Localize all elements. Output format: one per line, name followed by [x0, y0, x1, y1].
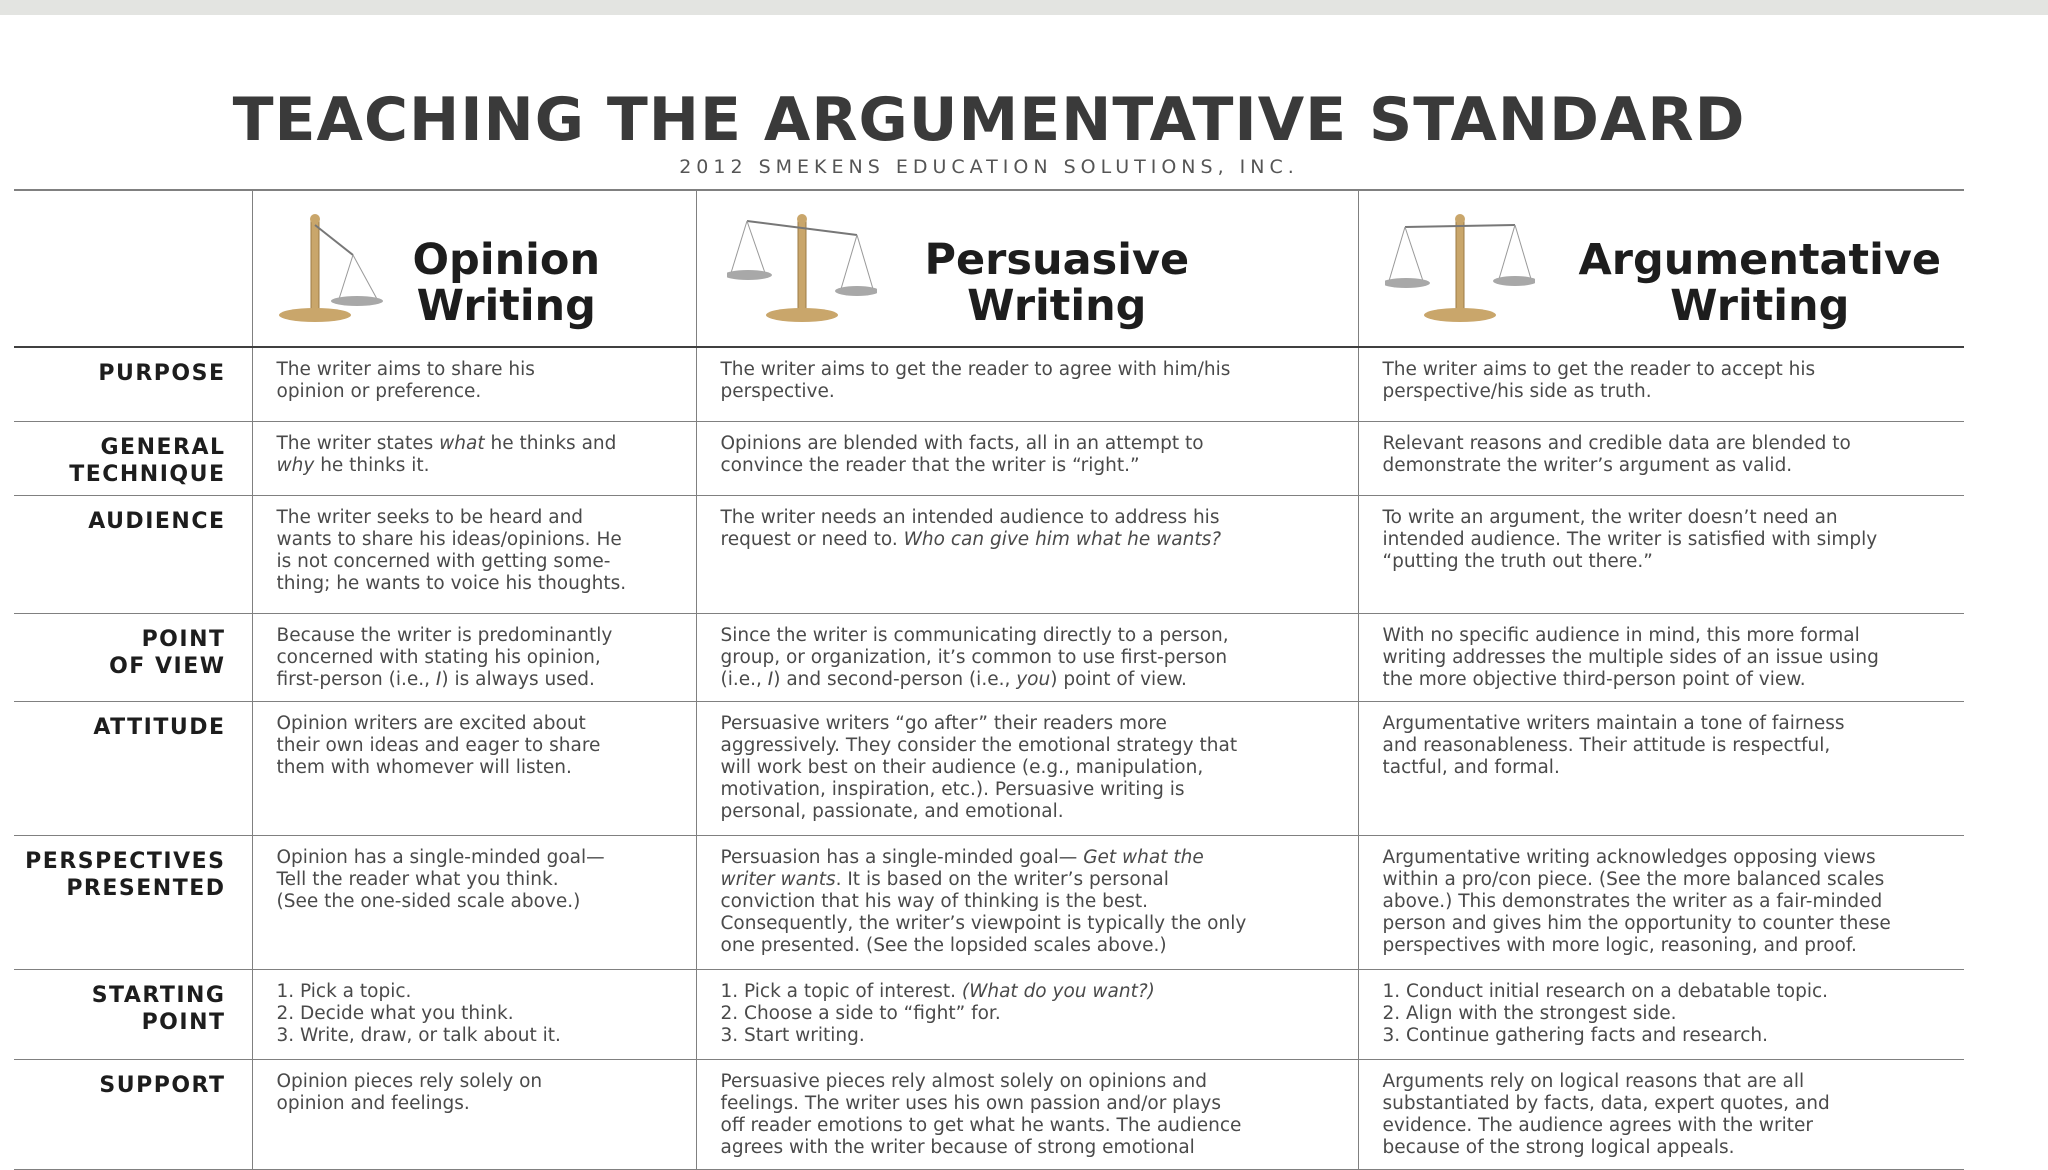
table-row — [14, 613, 1964, 701]
cell-line: opinion and feelings. — [276, 1092, 470, 1114]
cell-line: 1. Pick a topic. — [276, 980, 412, 1002]
row-label-line: GENERAL — [100, 434, 226, 460]
cell-line: tactful, and formal. — [1382, 756, 1560, 778]
row-label-line: OF VIEW — [109, 653, 226, 679]
cell-line: intended audience. The writer is satisfied with simply — [1382, 528, 1878, 550]
cell-line: Since the writer is communicating directly to a person, — [720, 624, 1229, 646]
cell-line: personal, passionate, and emotional. — [720, 800, 1064, 822]
cell-line: is not concerned with getting some- — [276, 550, 611, 572]
table-cell — [1358, 701, 1964, 835]
cell-line: Arguments rely on logical reasons that are all — [1382, 1070, 1805, 1092]
cell-line: evidence. The audience agrees with the writer — [1382, 1114, 1813, 1136]
cell-line: opinion or preference. — [276, 381, 482, 402]
table-cell — [252, 421, 696, 495]
row-label — [14, 835, 252, 969]
cell-line: convince the reader that the writer is “right.” — [720, 454, 1140, 476]
cell-line: Because the writer is predominantly — [276, 624, 613, 646]
cell-line: Consequently, the writer’s viewpoint is typically the only — [720, 912, 1247, 934]
row-label — [14, 421, 252, 495]
cell-line: them with whomever will listen. — [276, 756, 572, 778]
cell-line: demonstrate the writer’s argument as valid. — [1382, 454, 1793, 476]
row-label-line: POINT — [141, 1009, 226, 1035]
cell-line: above.) This demonstrates the writer as a fair-minded — [1382, 890, 1883, 912]
cell-line: motivation, inspiration, etc.). Persuasive writing is — [720, 778, 1185, 800]
cell-line: With no specific audience in mind, this more formal — [1382, 624, 1860, 646]
cell-line: their own ideas and eager to share — [276, 734, 601, 756]
column-title-line1: Argumentative — [1578, 235, 1942, 285]
comparison-table — [14, 189, 1964, 1170]
table-cell — [252, 347, 696, 421]
cell-line: group, or organization, it’s common to use first-person — [720, 646, 1228, 668]
cell-line: The writer aims to share his — [276, 359, 535, 380]
cell-line: writing addresses the multiple sides of an issue using — [1382, 646, 1879, 668]
cell-line: The writer aims to get the reader to accept his — [1382, 359, 1816, 380]
row-label — [14, 495, 252, 613]
cell-line: 1. Conduct initial research on a debatable topic. — [1382, 980, 1829, 1002]
row-label-line: STARTING — [91, 982, 226, 1008]
row-label — [14, 969, 252, 1059]
cell-line: Opinions are blended with facts, all in an attempt to — [720, 432, 1204, 454]
cell-line: off reader emotions to get what he wants. The audience — [720, 1114, 1242, 1136]
table-row — [14, 347, 1964, 421]
cell-line: Opinion pieces rely solely on — [276, 1070, 543, 1092]
table-row — [14, 701, 1964, 835]
table-cell — [696, 701, 1358, 835]
cell-line: because of the strong logical appeals. — [1382, 1136, 1735, 1158]
cell-line: To write an argument, the writer doesn’t need an — [1382, 506, 1838, 528]
balanced-scale-icon — [1385, 211, 1535, 326]
row-label-line: SUPPORT — [99, 1072, 226, 1098]
table-cell — [252, 969, 696, 1059]
lopsided-scale-icon — [727, 211, 877, 326]
cell-line: Opinion has a single-minded goal— — [276, 846, 605, 868]
column-header-argumentative — [1358, 190, 1964, 347]
cell-line: 2. Align with the strongest side. — [1382, 1002, 1677, 1024]
page-title: TEACHING THE ARGUMENTATIVE STANDARD — [232, 85, 1746, 155]
column-title-line2: Writing — [416, 281, 596, 331]
header-row — [14, 190, 1964, 347]
cell-line: aggressively. They consider the emotional strategy that — [720, 734, 1238, 756]
cell-line: 3. Start writing. — [720, 1024, 865, 1046]
cell-line: The writer aims to get the reader to agree with him/his — [720, 359, 1231, 380]
table-cell — [1358, 495, 1964, 613]
table-row — [14, 495, 1964, 613]
row-label-line: PRESENTED — [66, 875, 226, 901]
cell-line: request or need to. Who can give him what he wants? — [720, 528, 1222, 550]
table-cell — [252, 613, 696, 701]
cell-line: Opinion writers are excited about — [276, 712, 586, 734]
cell-line: thing; he wants to voice his thoughts. — [276, 572, 627, 594]
cell-line: 2. Decide what you think. — [276, 1002, 514, 1024]
cell-line: The writer states what he thinks and — [276, 432, 617, 454]
row-label-line: AUDIENCE — [88, 508, 226, 534]
cell-line: person and gives him the opportunity to counter these — [1382, 912, 1891, 934]
cell-line: (i.e., I) and second-person (i.e., you) point of view. — [720, 668, 1187, 690]
cell-line: wants to share his ideas/opinions. He — [276, 528, 622, 550]
row-label — [14, 347, 252, 421]
cell-line: The writer needs an intended audience to address his — [720, 506, 1220, 528]
cell-line: The writer seeks to be heard and — [276, 506, 584, 528]
table-cell — [252, 495, 696, 613]
cell-line: writer wants. It is based on the writer’s personal — [720, 868, 1169, 890]
cell-line: perspective. — [720, 381, 835, 402]
page-subtitle: 2012 SMEKENS EDUCATION SOLUTIONS, INC. — [679, 156, 1299, 178]
row-label — [14, 1059, 252, 1169]
cell-line: 3. Continue gathering facts and research. — [1382, 1024, 1769, 1046]
column-title-line1: Persuasive — [924, 235, 1190, 285]
column-title-line2: Writing — [1670, 281, 1850, 331]
cell-line: concerned with stating his opinion, — [276, 646, 601, 668]
table-cell — [1358, 969, 1964, 1059]
cell-line: Argumentative writing acknowledges opposing views — [1382, 846, 1876, 868]
cell-line: substantiated by facts, data, expert quotes, and — [1382, 1092, 1830, 1114]
top-bar — [0, 0, 2048, 15]
one-sided-scale-icon — [277, 211, 387, 326]
cell-line: Persuasion has a single-minded goal— Get what the — [720, 846, 1204, 868]
table-cell — [252, 1059, 696, 1169]
cell-line: perspective/his side as truth. — [1382, 381, 1652, 402]
header-corner — [14, 190, 252, 347]
cell-line: Persuasive pieces rely almost solely on opinions and — [720, 1070, 1207, 1092]
row-label-line: PURPOSE — [98, 361, 226, 386]
cell-line: perspectives with more logic, reasoning, and proof. — [1382, 934, 1857, 956]
row-label-line: PERSPECTIVES — [25, 848, 226, 874]
table-cell — [1358, 1059, 1964, 1169]
column-header-opinion — [252, 190, 696, 347]
table-cell — [696, 835, 1358, 969]
row-label — [14, 613, 252, 701]
row-label-line: TECHNIQUE — [69, 461, 226, 487]
cell-line: (See the one-sided scale above.) — [276, 890, 581, 912]
cell-line: first-person (i.e., I) is always used. — [276, 668, 595, 690]
cell-line: 1. Pick a topic of interest. (What do you want?) — [720, 980, 1155, 1002]
cell-line: within a pro/con piece. (See the more balanced scales — [1382, 868, 1885, 890]
cell-line: feelings. The writer uses his own passion and/or plays — [720, 1092, 1221, 1114]
column-title-line2: Writing — [967, 281, 1147, 331]
table-row — [14, 969, 1964, 1059]
table-cell — [1358, 835, 1964, 969]
table-cell — [696, 347, 1358, 421]
cell-line: will work best on their audience (e.g., manipulation, — [720, 756, 1204, 778]
cell-line: Persuasive writers “go after” their readers more — [720, 712, 1167, 734]
row-label — [14, 701, 252, 835]
table-cell — [696, 969, 1358, 1059]
table-row — [14, 421, 1964, 495]
table-cell — [252, 835, 696, 969]
cell-line: why he thinks it. — [276, 454, 430, 476]
table-cell — [696, 495, 1358, 613]
cell-line: 2. Choose a side to “fight” for. — [720, 1002, 1001, 1024]
cell-line: Relevant reasons and credible data are blended to — [1382, 432, 1851, 454]
table-cell — [696, 1059, 1358, 1169]
table-cell — [1358, 613, 1964, 701]
row-label-line: ATTITUDE — [93, 714, 226, 740]
column-title-line1: Opinion — [412, 235, 601, 285]
cell-line: Tell the reader what you think. — [276, 868, 559, 890]
row-label-line: POINT — [141, 626, 226, 652]
table-cell — [1358, 347, 1964, 421]
cell-line: and reasonableness. Their attitude is respectful, — [1382, 734, 1831, 756]
table-cell — [696, 421, 1358, 495]
table-row — [14, 1059, 1964, 1169]
table-cell — [1358, 421, 1964, 495]
table-cell — [696, 613, 1358, 701]
cell-line: the more objective third-person point of view. — [1382, 668, 1806, 690]
column-header-persuasive — [696, 190, 1358, 347]
cell-line: one presented. (See the lopsided scales above.) — [720, 934, 1167, 956]
table-cell — [252, 701, 696, 835]
cell-line: Argumentative writers maintain a tone of fairness — [1382, 712, 1845, 734]
cell-line: conviction that his way of thinking is the best. — [720, 890, 1148, 912]
table-row — [14, 835, 1964, 969]
cell-line: agrees with the writer because of strong emotional — [720, 1136, 1195, 1158]
cell-line: “putting the truth out there.” — [1382, 550, 1653, 572]
cell-line: 3. Write, draw, or talk about it. — [276, 1024, 561, 1046]
